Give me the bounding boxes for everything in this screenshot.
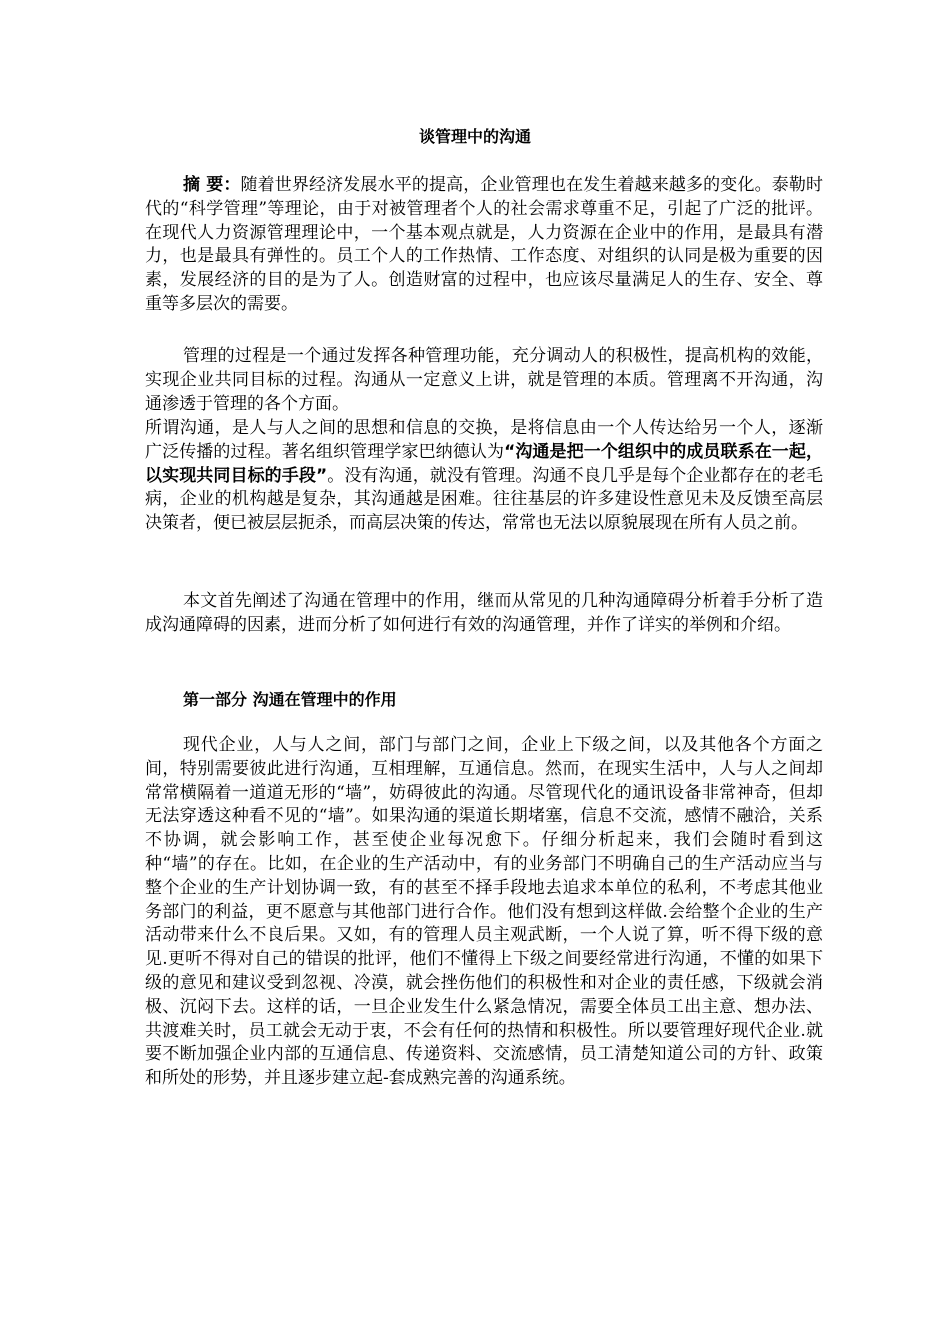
- definition-paragraph: [145, 417, 823, 536]
- document-title: 谈管理中的沟通: [418, 127, 531, 146]
- definition-text-before: 所谓沟通，是人与人之间的思想和信息的交换，是将信息由一个人传达给另一个人，逐渐广泛传播的过程。著名组织管理学家巴纳德认为: [145, 418, 823, 462]
- overview-paragraph: 本文首先阐述了沟通在管理中的作用，继而从常见的几种沟通障碍分析着手分析了造成沟通障碍的因素，进而分析了如何进行有效的沟通管理，并作了详实的举例和介绍。: [145, 591, 823, 635]
- definition-text-after: 。没有沟通，就没有管理。沟通不良几乎是每个企业都存在的老毛病，企业的机构越是复杂，其沟通越是困难。往往基层的许多建设性意见未及反馈至高层决策者，便已被层层扼杀，而高层决策的传达，常常也无法以原貌展现在所有人员之前。: [145, 465, 823, 534]
- section-body-paragraph: 现代企业，人与人之间，部门与部门之间，企业上下级之间，以及其他各个方面之间，特别需要彼此进行沟通，互相理解，互通信息。然而，在现实生活中，人与人之间却常常横隔着一道道无形的“墙”，妨碍彼此的沟通。尽管现代化的通讯设备非常神奇，但却无法穿透这种看不见的“墙”。如果沟通的渠道长期堵塞，信息不交流，感情不融洽，关系不协调，就会影响工作，甚至使企业每况愈下。仔细分析起来，我们会随时看到这种“墙”的存在。比如，在企业的生产活动中，有的业务部门不明确自己的生产活动应当与整个企业的生产计划协调一致，有的甚至不择手段地去追求本单位的私利，不考虑其他业务部门的利益，更不愿意与其他部门进行合作。他们没有想到这样做.会给整个企业的生产活动带来什么不良后果。又如，有的管理人员主观武断，一个人说了算，听不得下级的意见.更听不得对自己的错误的批评，他们不懂得上下级之间要经常进行沟通，不懂的如果下级的意见和建议受到忽视、冷漠，就会挫伤他们的积极性和对企业的责任感，下级就会消极、沉闷下去。这样的话，一旦企业发生什么紧急情况，需要全体员工出主意、想办法、共渡难关时，员工就会无动于衷，不会有任何的热情和积极性。所以要管理好现代企业.就要不断加强企业内部的互通信息、传递资料、交流感情，员工清楚知道公司的方针、政策和所处的形势，并且逐步建立起-套成熟完善的沟通系统。: [145, 735, 823, 1089]
- abstract-label: 摘 要：: [183, 175, 241, 195]
- barnard-quote: “沟通是把一个组织中的成员联系在一起，以实现共同目标的手段”: [145, 441, 823, 486]
- abstract-paragraph: [145, 174, 823, 317]
- section-heading: 第一部分 沟通在管理中的作用: [183, 690, 397, 709]
- abstract-text: 随着世界经济发展水平的提高，企业管理也在发生着越来越多的变化。泰勒时代的“科学管理”等理论，由于对被管理者个人的社会需求尊重不足，引起了广泛的批评。在现代人力资源管理理论中，一个基本观点就是，人力资源在企业中的作用，是最具有潜力，也是最具有弹性的。员工个人的工作热情、工作态度、对组织的认同是极为重要的因素，发展经济的目的是为了人。创造财富的过程中，也应该尽量满足人的生存、安全、尊重等多层次的需要。: [145, 175, 823, 314]
- management-paragraph: 管理的过程是一个通过发挥各种管理功能，充分调动人的积极性，提高机构的效能，实现企业共同目标的过程。沟通从一定意义上讲，就是管理的本质。管理离不开沟通，沟通渗透于管理的各个方面。: [145, 346, 823, 414]
